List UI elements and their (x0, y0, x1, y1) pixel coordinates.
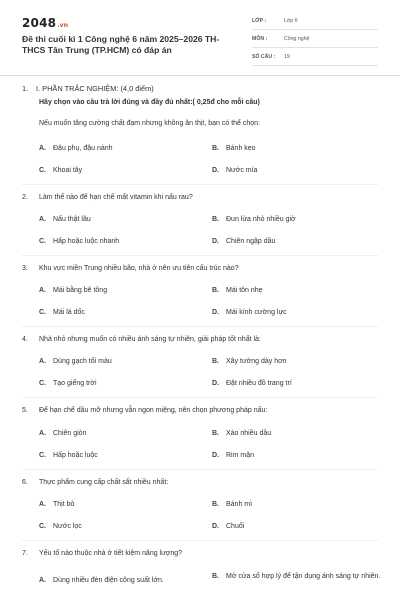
question-number: 2. (22, 194, 28, 201)
option-b[interactable]: B. Đun lửa nhỏ nhiều giờ (212, 216, 296, 223)
question-number: 7. (22, 550, 28, 557)
question-text: Yếu tố nào thuộc nhà ở tiết kiệm năng lượng? (39, 550, 183, 557)
option-text: Khoai tây (53, 167, 83, 174)
option-text: Nước lọc (53, 523, 82, 530)
option-d[interactable]: D. Đặt nhiều đồ trang trí (212, 380, 292, 387)
question-number: 5. (22, 407, 28, 414)
option-text: Xào nhiều dầu (226, 430, 272, 437)
option-c[interactable]: C. Nước lọc (39, 523, 82, 530)
question-stem: Nếu muốn tăng cường chất đạm nhưng không ăn thịt, bạn có thể chọn: (39, 120, 260, 127)
option-d[interactable]: D. Chuối (212, 523, 245, 530)
option-text: Mái tôn nhẹ (226, 287, 263, 294)
option-d[interactable]: D. Rim mặn (212, 452, 255, 459)
option-a[interactable]: A. Mái bằng bê tông (39, 287, 108, 294)
option-a[interactable]: A. Dùng gạch tối màu (39, 358, 112, 365)
option-a[interactable]: A. Chiên giòn (39, 430, 87, 437)
option-text: Nấu thật lâu (53, 216, 91, 223)
option-text: Mái bằng bê tông (53, 287, 108, 294)
option-text: Mái kính cường lực (226, 309, 287, 316)
option-a[interactable]: A. Đậu phụ, đậu nành (39, 145, 113, 152)
question-divider (22, 184, 378, 185)
meta-label: MÔN : (252, 35, 268, 42)
exam-meta-table (252, 12, 378, 66)
question-text: Nhà nhỏ nhưng muốn có nhiều ánh sáng tự nhiên, giải pháp tốt nhất là: (39, 336, 261, 343)
meta-label: LỚP : (252, 17, 267, 24)
question-stem (22, 479, 168, 486)
option-text: Hấp hoặc luộc nhanh (53, 238, 120, 245)
question-divider (22, 540, 378, 541)
option-c[interactable]: C. Mái lá dốc (39, 309, 85, 316)
option-text: Thịt bò (53, 501, 75, 508)
meta-label: SỐ CÂU : (252, 53, 276, 60)
section-title (22, 84, 154, 93)
page-title: Đề thi cuối kì 1 Công nghệ 6 năm 2025–2026 TH-THCS Tân Trung (TP.HCM) có đáp án (22, 34, 220, 55)
option-text: Xây tường dày hơn (226, 358, 287, 365)
option-text: Mái lá dốc (53, 309, 85, 316)
question-text: Khu vực miền Trung nhiều bão, nhà ở nên ưu tiên cấu trúc nào? (39, 265, 239, 272)
question-text: Thực phẩm cung cấp chất sắt nhiều nhất: (39, 479, 169, 486)
question-number: 4. (22, 336, 28, 343)
question-number: 3. (22, 265, 28, 272)
option-c[interactable]: C. Hấp hoặc luộc nhanh (39, 238, 120, 245)
option-text: Dùng gạch tối màu (53, 358, 112, 365)
option-text: Bánh mì (226, 501, 253, 508)
option-b[interactable]: B. Xây tường dày hơn (212, 358, 287, 365)
logo-sub: .vn (57, 22, 69, 29)
option-d[interactable]: D. Nước mía (212, 167, 258, 174)
page-header (0, 0, 400, 72)
option-text: Rim mặn (226, 452, 255, 459)
question-stem (22, 265, 239, 272)
question-stem (22, 194, 193, 201)
option-d[interactable]: D. Mái kính cường lực (212, 309, 287, 316)
option-text: Dùng nhiều đèn điện công suất lớn. (53, 577, 164, 584)
option-d[interactable]: D. Chiên ngập dầu (212, 238, 276, 245)
option-text: Tạo giếng trời (53, 380, 97, 387)
option-text: Đun lửa nhỏ nhiều giờ (226, 216, 296, 223)
meta-row-question-count (252, 48, 378, 66)
option-b[interactable]: B. Mở cửa sổ hợp lý để tận dụng ánh sáng tự nhiên. (212, 571, 382, 583)
header-divider (0, 75, 400, 76)
question-stem (22, 336, 261, 343)
option-text: Chuối (226, 523, 245, 530)
section-title-text: I. PHẦN TRẮC NGHIỆM: (4,0 điểm) (36, 84, 154, 93)
option-text: Mở cửa sổ hợp lý để tận dụng ánh sáng tự nhiên. (226, 573, 381, 580)
logo-main: 2048 (22, 16, 57, 30)
option-c[interactable]: C. Tạo giếng trời (39, 380, 97, 387)
option-text: Chiên giòn (53, 430, 87, 437)
meta-value: Công nghệ (284, 35, 310, 42)
site-logo[interactable] (22, 16, 68, 30)
question-text: Làm thế nào để hạn chế mất vitamin khi nấu rau? (39, 194, 193, 201)
question-divider (22, 397, 378, 398)
option-b[interactable]: B. Bánh mì (212, 501, 253, 508)
option-a[interactable]: A. Thịt bò (39, 501, 75, 508)
option-c[interactable]: C. Hấp hoặc luộc (39, 452, 98, 459)
question-stem (22, 550, 182, 557)
option-text: Nước mía (226, 167, 258, 174)
question-divider (22, 326, 378, 327)
option-text: Bánh kẹo (226, 145, 256, 152)
question-stem (22, 407, 267, 414)
meta-value: 19 (284, 53, 290, 60)
option-text: Chiên ngập dầu (226, 238, 276, 245)
question-text: Để hạn chế dầu mỡ nhưng vẫn ngon miệng, nên chọn phương pháp nấu: (39, 407, 268, 414)
option-text: Đặt nhiều đồ trang trí (226, 380, 292, 387)
meta-row-class (252, 12, 378, 30)
meta-row-subject (252, 30, 378, 48)
option-b[interactable]: B. Xào nhiều dầu (212, 430, 272, 437)
question-divider (22, 255, 378, 256)
question-divider (22, 469, 378, 470)
option-c[interactable]: C. Khoai tây (39, 167, 83, 174)
option-text: Hấp hoặc luộc (53, 452, 98, 459)
option-b[interactable]: B. Mái tôn nhẹ (212, 287, 263, 294)
option-text: Đậu phụ, đậu nành (53, 145, 113, 152)
question-number: 1. (22, 84, 29, 93)
option-b[interactable]: B. Bánh kẹo (212, 145, 256, 152)
section-instruction: Hãy chọn vào câu trả lời đúng và đầy đủ nhất:( 0,25đ cho mỗi câu) (39, 99, 260, 106)
option-a[interactable]: A. Nấu thật lâu (39, 216, 91, 223)
option-a[interactable]: A. Dùng nhiều đèn điện công suất lớn. (39, 577, 164, 584)
meta-value: Lớp 6 (284, 17, 298, 24)
question-number: 6. (22, 479, 28, 486)
